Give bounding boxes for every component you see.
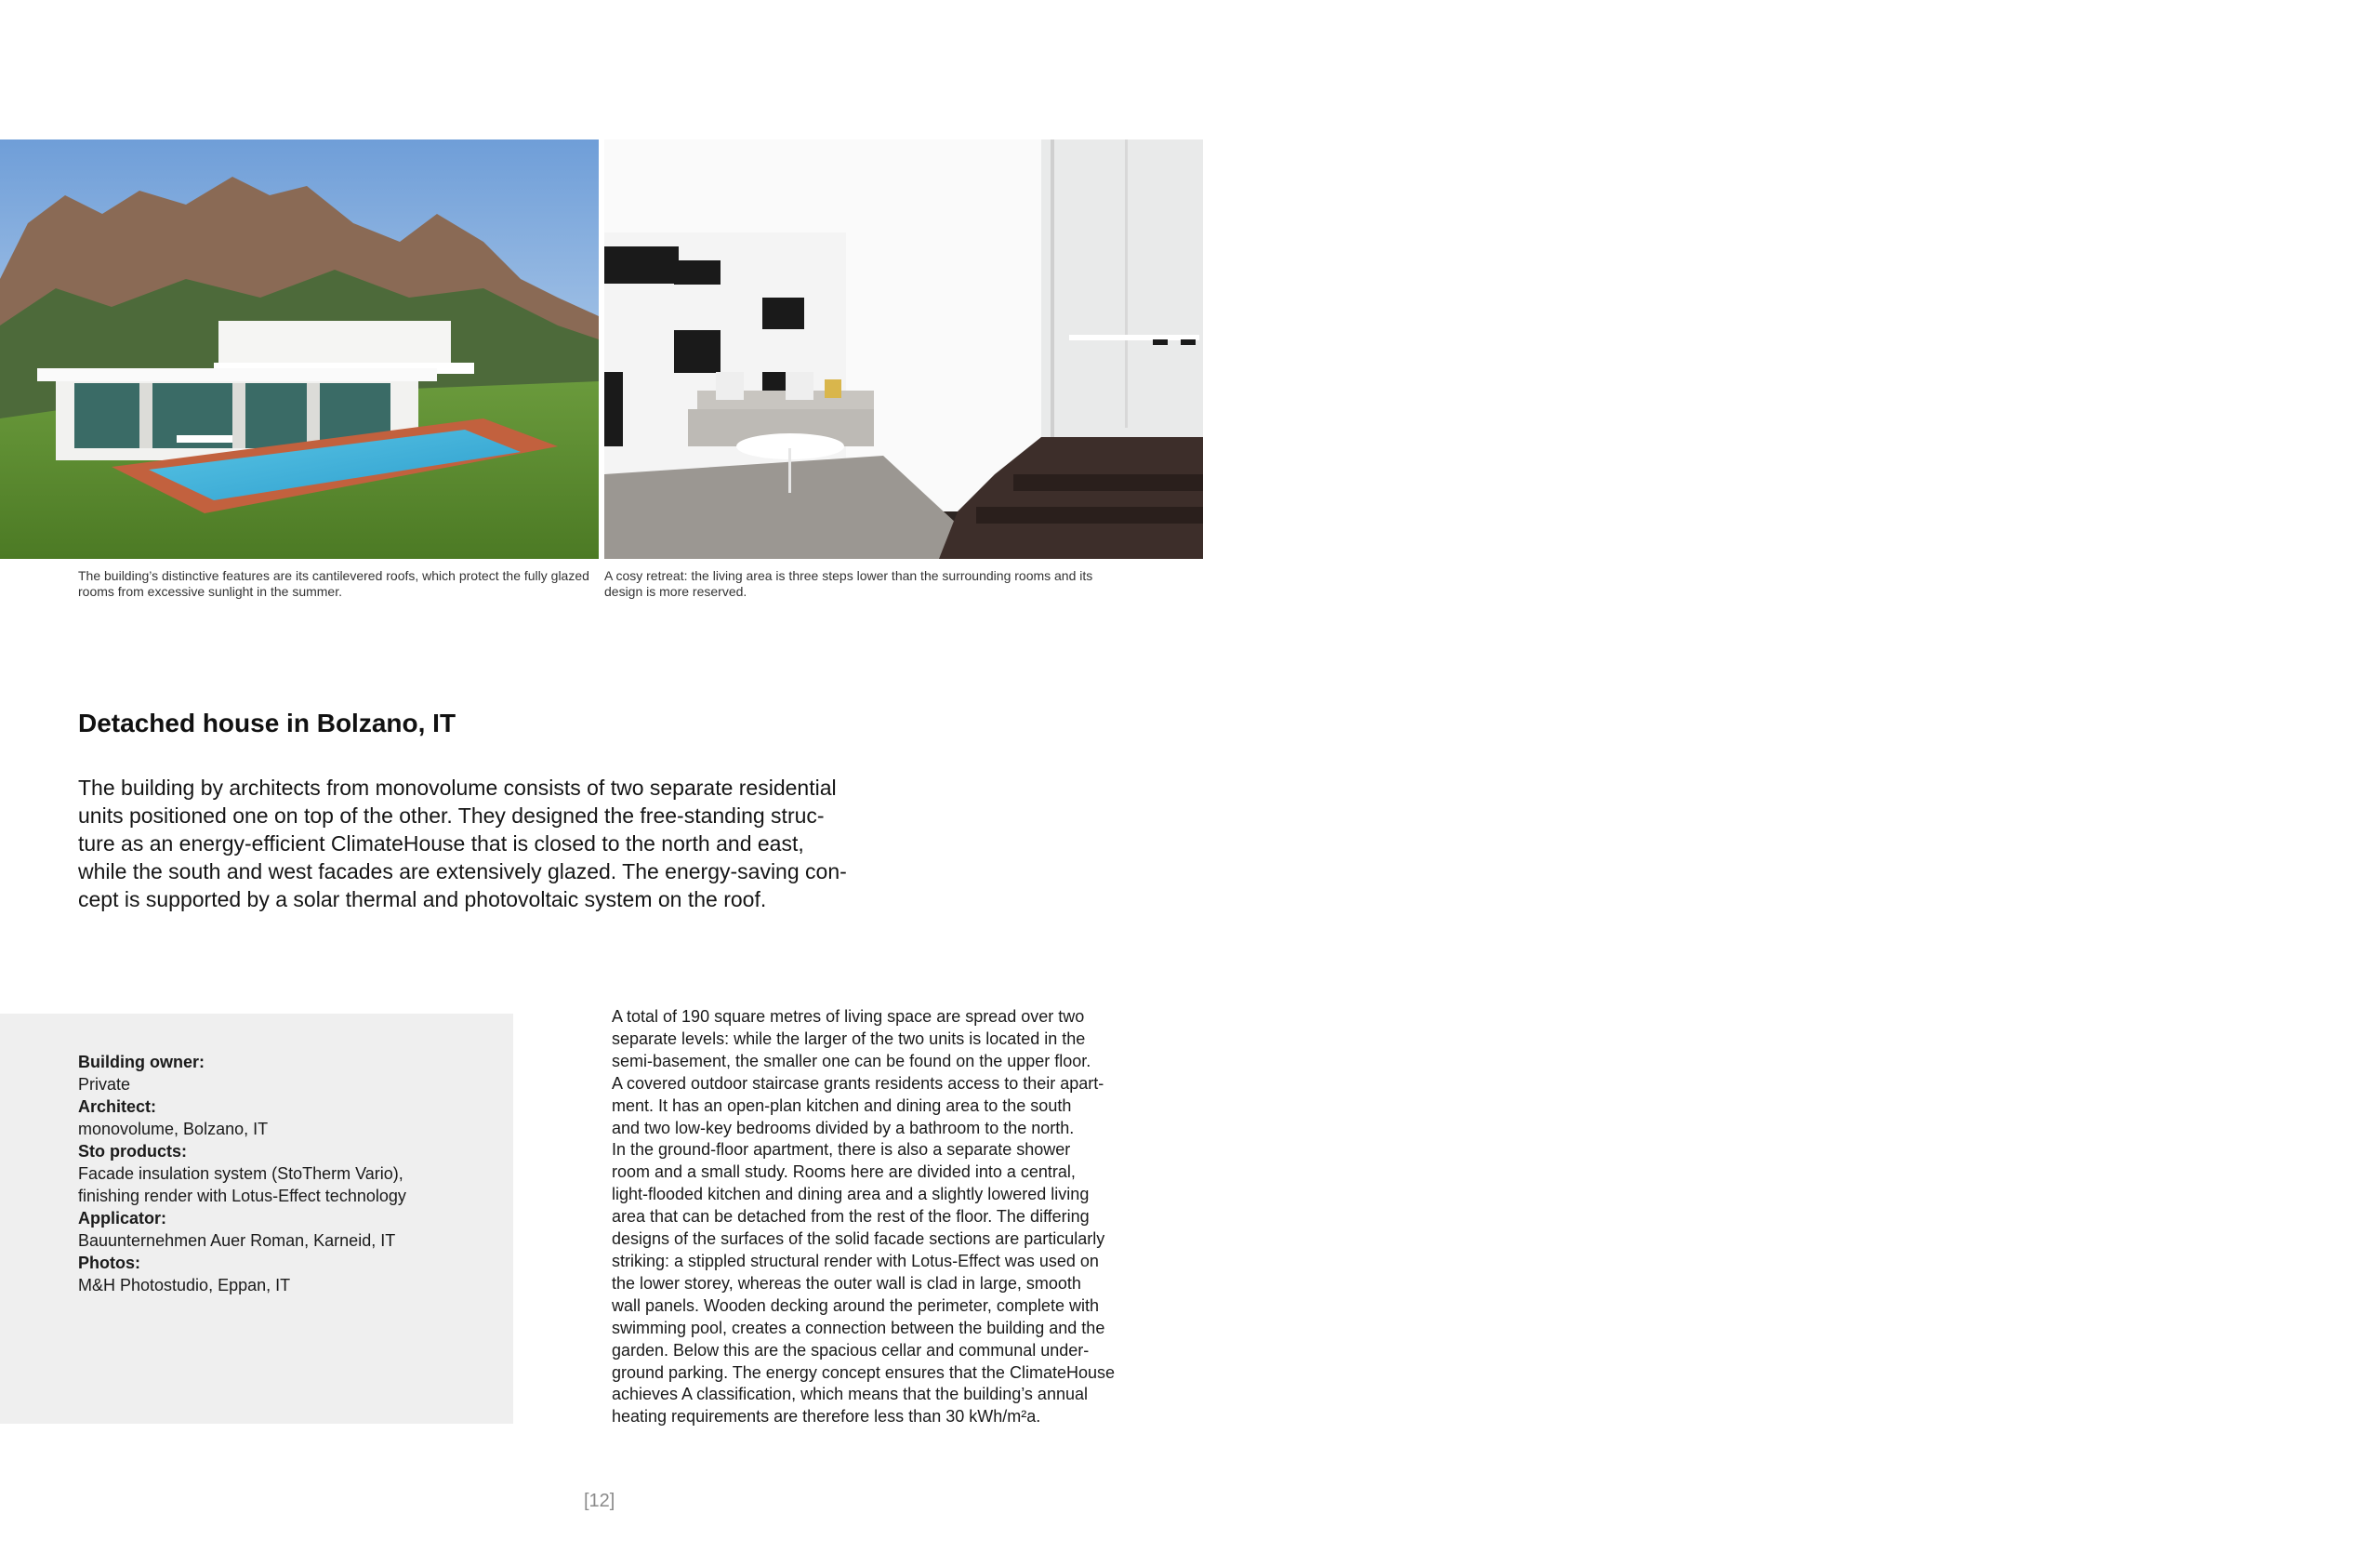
lead-line: while the south and west facades are extensively glazed. The energy-saving con- (78, 859, 847, 883)
body-line: A total of 190 square metres of living space are spread over two (612, 1007, 1085, 1026)
body-text (612, 1006, 1132, 1428)
body-line: A covered outdoor staircase grants residents access to their apart- (612, 1073, 1104, 1093)
body-line: semi-basement, the smaller one can be found on the upper floor. (612, 1051, 1091, 1070)
body-line: light-flooded kitchen and dining area and a slightly lowered living (612, 1185, 1090, 1204)
project-info-box (0, 1014, 513, 1424)
photo-caption-interior: A cosy retreat: the living area is three steps lower than the surrounding rooms and its design is more reserved. (604, 568, 1093, 599)
info-value-sto-products: Facade insulation system (StoTherm Vario), (78, 1164, 403, 1183)
body-line: the lower storey, whereas the outer wall is clad in large, smooth (612, 1273, 1081, 1293)
body-line: area that can be detached from the rest of the floor. The differing (612, 1207, 1090, 1227)
info-label-architect: Architect: (78, 1097, 157, 1116)
interior-photo (604, 139, 1203, 559)
info-label-sto-products: Sto products: (78, 1142, 187, 1161)
page-number: [12] (584, 1491, 615, 1511)
project-info-list (78, 1051, 406, 1296)
body-line: In the ground-floor apartment, there is also a separate shower (612, 1140, 1071, 1160)
body-line: room and a small study. Rooms here are divided into a central, (612, 1162, 1076, 1182)
body-line: striking: a stippled structural render with Lotus-Effect was used on (612, 1251, 1099, 1270)
lead-line: The building by architects from monovolume consists of two separate residential (78, 776, 837, 800)
info-value-building-owner: Private (78, 1075, 131, 1094)
info-label-photos: Photos: (78, 1254, 140, 1272)
lead-paragraph (78, 774, 878, 913)
photo-caption-exterior: The building’s distinctive features are its cantilevered roofs, which protect the fully glazed rooms from excessive sunlight in the summer. (78, 568, 589, 599)
body-line: wall panels. Wooden decking around the perimeter, complete with (612, 1295, 1099, 1315)
lead-line: ture as an energy-efficient ClimateHouse that is closed to the north and east, (78, 831, 804, 856)
info-label-building-owner: Building owner: (78, 1053, 205, 1071)
exterior-photo (0, 139, 599, 559)
info-value-architect: monovolume, Bolzano, IT (78, 1120, 269, 1138)
body-line: designs of the surfaces of the solid facade sections are particularly (612, 1229, 1105, 1249)
info-value-sto-products: finishing render with Lotus-Effect technology (78, 1187, 406, 1205)
body-line: garden. Below this are the spacious cellar and communal under- (612, 1340, 1090, 1360)
body-line: ground parking. The energy concept ensures that the ClimateHouse (612, 1362, 1115, 1382)
body-line: achieves A classification, which means that the building’s annual (612, 1385, 1088, 1404)
lead-line: units positioned one on top of the other. They designed the free-standing struc- (78, 803, 825, 828)
lead-line: cept is supported by a solar thermal and photovoltaic system on the roof. (78, 887, 767, 911)
body-line: heating requirements are therefore less than 30 kWh/m²a. (612, 1407, 1041, 1427)
page-title: Detached house in Bolzano, IT (78, 709, 456, 737)
body-line: ment. It has an open-plan kitchen and dining area to the south (612, 1095, 1072, 1115)
body-line: and two low-key bedrooms divided by a bathroom to the north. (612, 1118, 1075, 1137)
info-label-applicator: Applicator: (78, 1209, 167, 1228)
info-value-photos: M&H Photostudio, Eppan, IT (78, 1276, 291, 1294)
info-value-applicator: Bauunternehmen Auer Roman, Karneid, IT (78, 1231, 396, 1250)
body-line: swimming pool, creates a connection between the building and the (612, 1318, 1105, 1337)
body-line: separate levels: while the larger of the two units is located in the (612, 1029, 1086, 1048)
